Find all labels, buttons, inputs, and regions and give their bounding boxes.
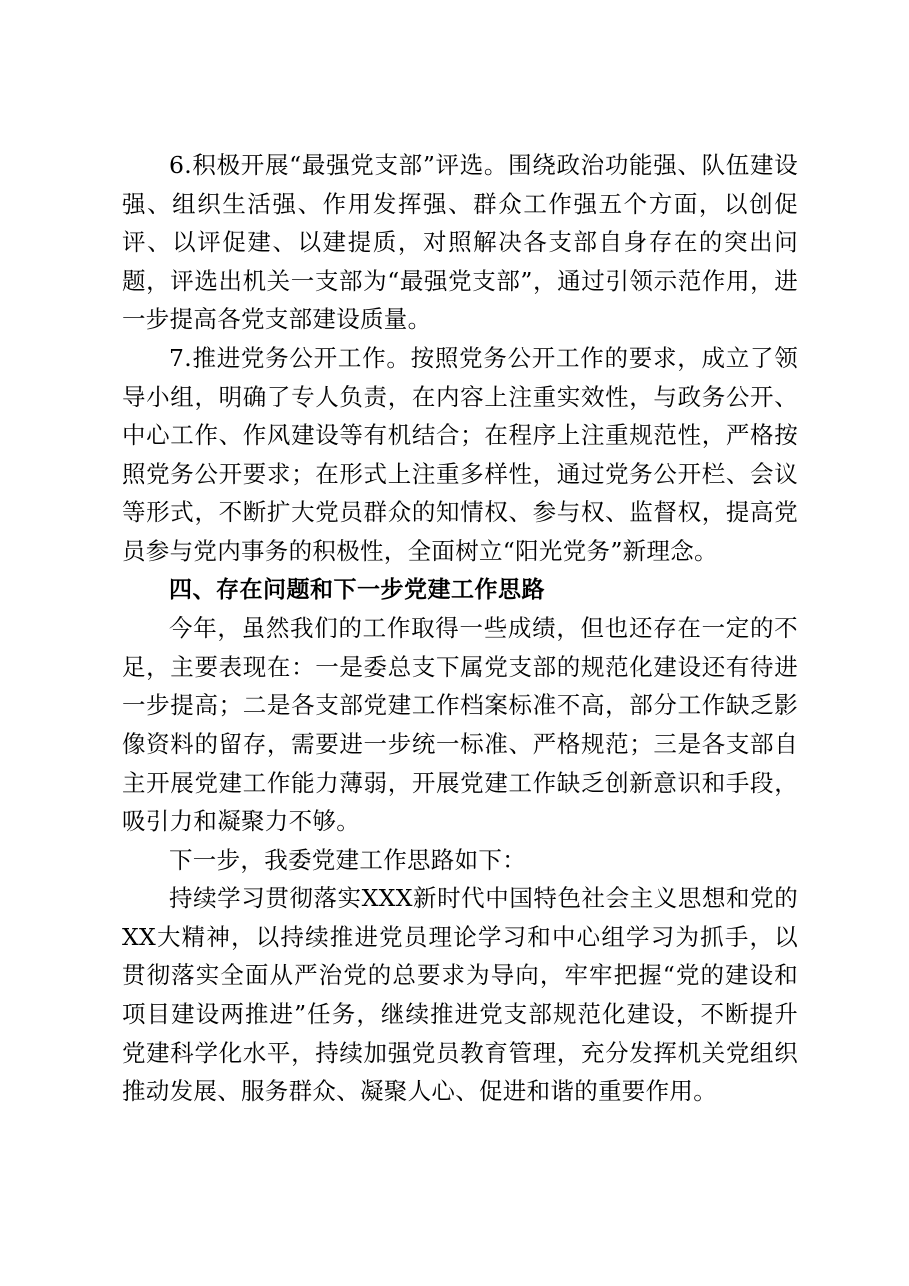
paragraph-next-step-plan: 持续学习贯彻落实XXX新时代中国特色社会主义思想和党的XX大精神，以持续推进党员理论学习和中心组学习为抓手，以贯彻落实全面从严治党的总要求为导向，牢牢把握“党的建设和项目建设两推进”任务，继续推进党支部规范化建设，不断提升党建科学化水平，持续加强党员教育管理，充分发挥机关党组织推动发展、服务群众、凝聚人心、促进和谐的重要作用。 — [122, 884, 798, 1106]
paragraph-strongest-branch: 6.积极开展“最强党支部”评选。围绕政治功能强、队伍建设强、组织生活强、作用发挥强、群众工作强五个方面，以创促评、以评促建、以建提质，对照解决各支部自身存在的突出问题，评选出机关一支部为“最强党支部”，通过引领示范作用，进一步提高各党支部建设质量。 — [122, 151, 798, 334]
paragraph-party-affairs-openness: 7.推进党务公开工作。按照党务公开工作的要求，成立了领导小组，明确了专人负责，在内容上注重实效性，与政务公开、中心工作、作风建设等有机结合；在程序上注重规范性，严格按照党务公开要求；在形式上注重多样性，通过党务公开栏、会议等形式，不断扩大党员群众的知情权、参与权、监督权，提高党员参与党内事务的积极性，全面树立“阳光党务”新理念。 — [122, 343, 798, 565]
paragraph-problems: 今年，虽然我们的工作取得一些成绩，但也还存在一定的不足，主要表现在：一是委总支下属党支部的规范化建设还有待进一步提高；二是各支部党建工作档案标准不高，部分工作缺乏影像资料的留存，需要进一步统一标准、严格规范；三是各支部自主开展党建工作能力薄弱，开展党建工作缺乏创新意识和手段，吸引力和凝聚力不够。 — [122, 614, 798, 836]
section-heading: 四、存在问题和下一步党建工作思路 — [169, 576, 545, 603]
paragraph-next-step-intro: 下一步，我委党建工作思路如下： — [169, 845, 526, 874]
document-body — [122, 146, 798, 1111]
